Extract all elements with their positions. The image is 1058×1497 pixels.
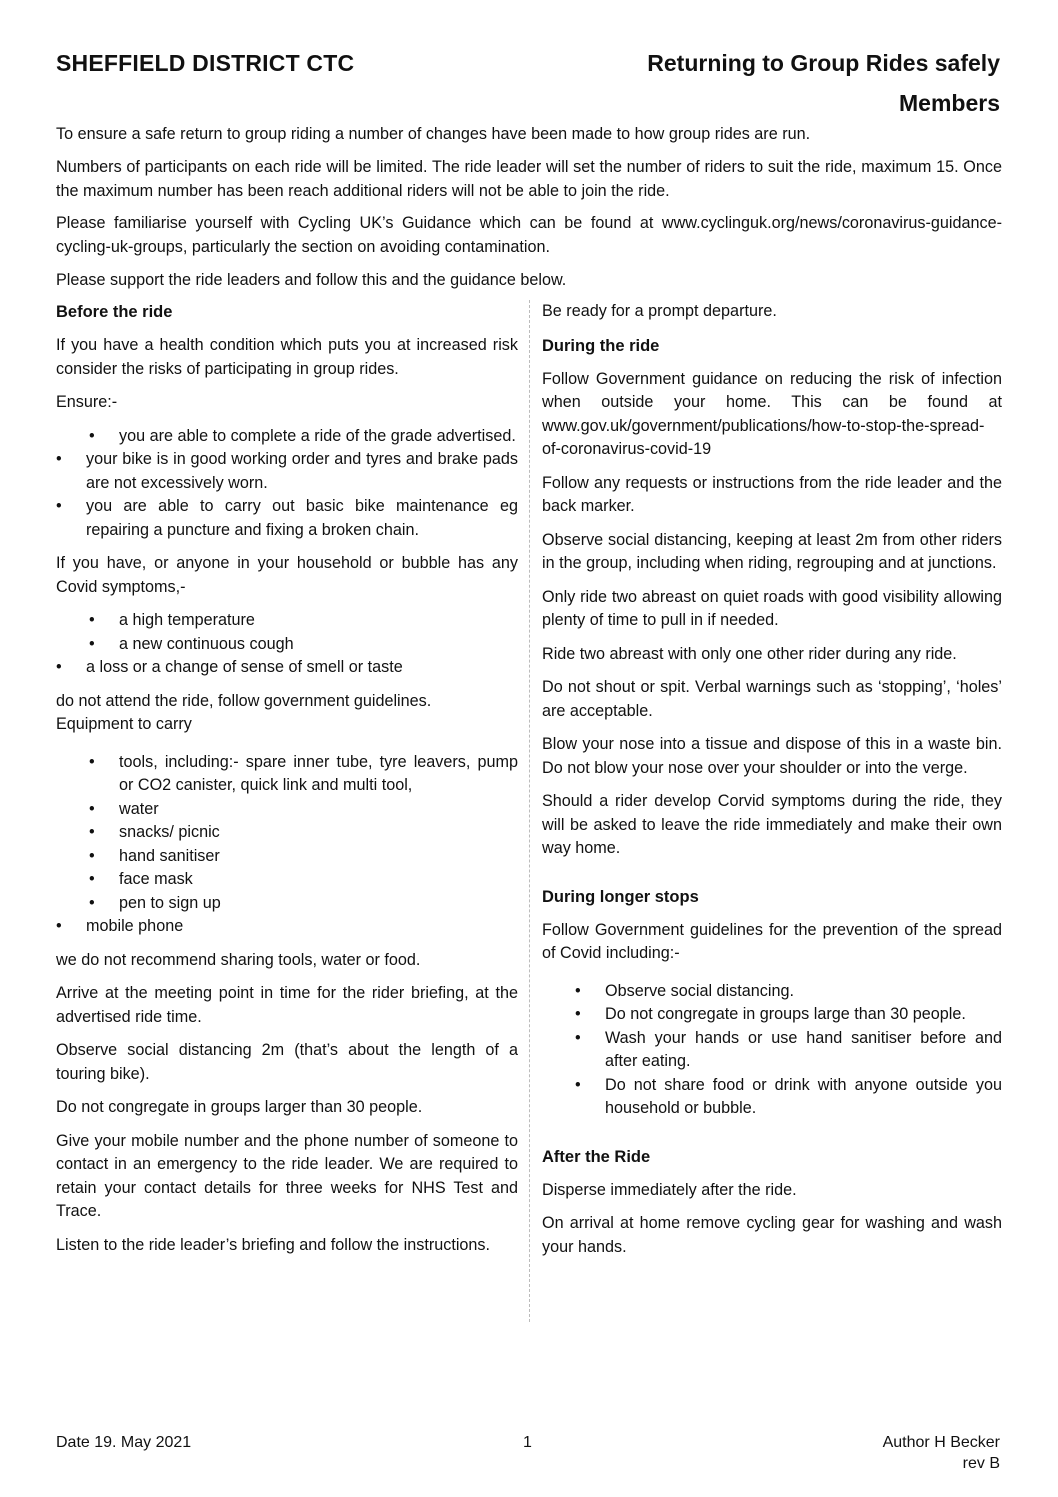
prompt-paragraph: Be ready for a prompt departure. <box>542 302 777 320</box>
during-paragraph: Follow Government guidance on reducing the risk of infection when outside your home. This can be found at www.gov.uk/government/publications/how-to-stop-the-spread-of-coronavirus-covid-19 <box>542 369 1002 458</box>
footer-author-block <box>883 1432 1000 1474</box>
list-item: • Observe social distancing. <box>542 980 1002 1004</box>
during-paragraph: Blow your nose into a tissue and dispose of this in a waste bin. Do not blow your nose over your shoulder or into the verge. <box>542 735 1002 777</box>
listen-paragraph: Listen to the ride leader’s briefing and follow the instructions. <box>56 1235 491 1254</box>
intro-paragraph-3: Please familiarise yourself with Cycling UK’s Guidance which can be found at www.cyclinguk.org/news/coronavirus-guidance-cycling-uk-groups, particularly the section on avoiding contamination. <box>56 214 1002 256</box>
list-item: • pen to sign up <box>56 892 518 916</box>
longer-stops-heading: During longer stops <box>542 887 699 906</box>
list-item: • tools, including:- spare inner tube, tyre leavers, pump or CO2 canister, quick link and multi tool, <box>56 751 518 798</box>
list-item: • hand sanitiser <box>56 845 518 869</box>
document-subtitle: Members <box>899 90 1000 116</box>
stops-list <box>542 980 1002 1121</box>
distance-paragraph: Observe social distancing 2m (that’s about the length of a touring bike). <box>56 1041 518 1083</box>
footer-author: Author H Becker <box>882 1434 1000 1451</box>
footer-date: Date 19. May 2021 <box>56 1434 192 1451</box>
right-column <box>542 300 1002 1269</box>
list-item: • your bike is in good working order and tyres and brake pads are not excessively worn. <box>56 448 518 495</box>
list-item: • Do not share food or drink with anyone outside you household or bubble. <box>542 1074 1002 1121</box>
arrive-paragraph: Arrive at the meeting point in time for the rider briefing, at the advertised ride time. <box>56 984 518 1026</box>
before-ride-heading: Before the ride <box>56 303 173 321</box>
stops-intro-paragraph: Follow Government guidelines for the prevention of the spread of Covid including:- <box>542 920 1002 962</box>
list-item: • snacks/ picnic <box>56 821 518 845</box>
list-item: • Wash your hands or use hand sanitiser before and after eating. <box>542 1027 1002 1074</box>
column-divider <box>529 300 530 1322</box>
after-ride-heading: After the Ride <box>542 1147 651 1166</box>
list-item: • a high temperature <box>56 609 518 633</box>
after-paragraph: Disperse immediately after the ride. <box>542 1180 797 1199</box>
ensure-list <box>56 425 518 543</box>
left-column <box>56 300 518 1267</box>
during-paragraph: Follow any requests or instructions from the ride leader and the back marker. <box>542 473 1002 515</box>
mobile-paragraph: Give your mobile number and the phone number of someone to contact in an emergency to the ride leader. We are required to retain your contact details for three weeks for NHS Test and Trace. <box>56 1131 518 1220</box>
during-paragraph: Should a rider develop Corvid symptoms during the ride, they will be asked to leave the ride immediately and make their own way home. <box>542 792 1002 857</box>
list-item: • you are able to carry out basic bike maintenance eg repairing a puncture and fixing a broken chain. <box>56 495 518 542</box>
ensure-label: Ensure:- <box>56 393 118 411</box>
list-item: • a loss or a change of sense of smell or taste <box>56 656 518 680</box>
page-number: 1 <box>523 1434 532 1451</box>
covid-paragraph: If you have, or anyone in your household or bubble has any Covid symptoms,- <box>56 554 518 596</box>
symptoms-list <box>56 609 518 680</box>
dont-attend-paragraph: do not attend the ride, follow government guidelines. <box>56 691 432 710</box>
equipment-label: Equipment to carry <box>56 715 192 733</box>
list-item: • a new continuous cough <box>56 633 518 657</box>
list-item: • mobile phone <box>56 915 518 939</box>
groups-paragraph: Do not congregate in groups larger than 30 people. <box>56 1098 423 1116</box>
list-item: • water <box>56 798 518 822</box>
during-ride-heading: During the ride <box>542 336 660 355</box>
after-paragraph: On arrival at home remove cycling gear for washing and wash your hands. <box>542 1214 1002 1256</box>
list-item: • you are able to complete a ride of the grade advertised. <box>56 425 518 449</box>
health-paragraph: If you have a health condition which puts you at increased risk consider the risks of participating in group rides. <box>56 336 518 378</box>
during-paragraph: Only ride two abreast on quiet roads with good visibility allowing plenty of time to pull in if needed. <box>542 587 1002 629</box>
equipment-list <box>56 751 518 939</box>
organisation-name: SHEFFIELD DISTRICT CTC <box>56 50 355 76</box>
intro-paragraph-1: To ensure a safe return to group riding a number of changes have been made to how group rides are run. <box>56 125 811 143</box>
list-item: • face mask <box>56 868 518 892</box>
footer-revision: rev B <box>962 1455 1000 1472</box>
intro-paragraph-2: Numbers of participants on each ride will be limited. The ride leader will set the number of riders to suit the ride, maximum 15. Once the maximum number has been reach additional riders will not be able to join the ride. <box>56 158 1002 200</box>
document-title: Returning to Group Rides safely <box>647 50 1000 76</box>
intro-paragraph-4: Please support the ride leaders and follow this and the guidance below. <box>56 271 567 289</box>
sharing-paragraph: we do not recommend sharing tools, water or food. <box>56 950 421 969</box>
during-paragraph: Observe social distancing, keeping at least 2m from other riders in the group, including when riding, regrouping and at junctions. <box>542 530 1002 572</box>
during-paragraph: Ride two abreast with only one other rider during any ride. <box>542 644 957 663</box>
during-paragraph: Do not shout or spit. Verbal warnings such as ‘stopping’, ‘holes’ are acceptable. <box>542 678 1002 720</box>
list-item: • Do not congregate in groups large than 30 people. <box>542 1003 1002 1027</box>
